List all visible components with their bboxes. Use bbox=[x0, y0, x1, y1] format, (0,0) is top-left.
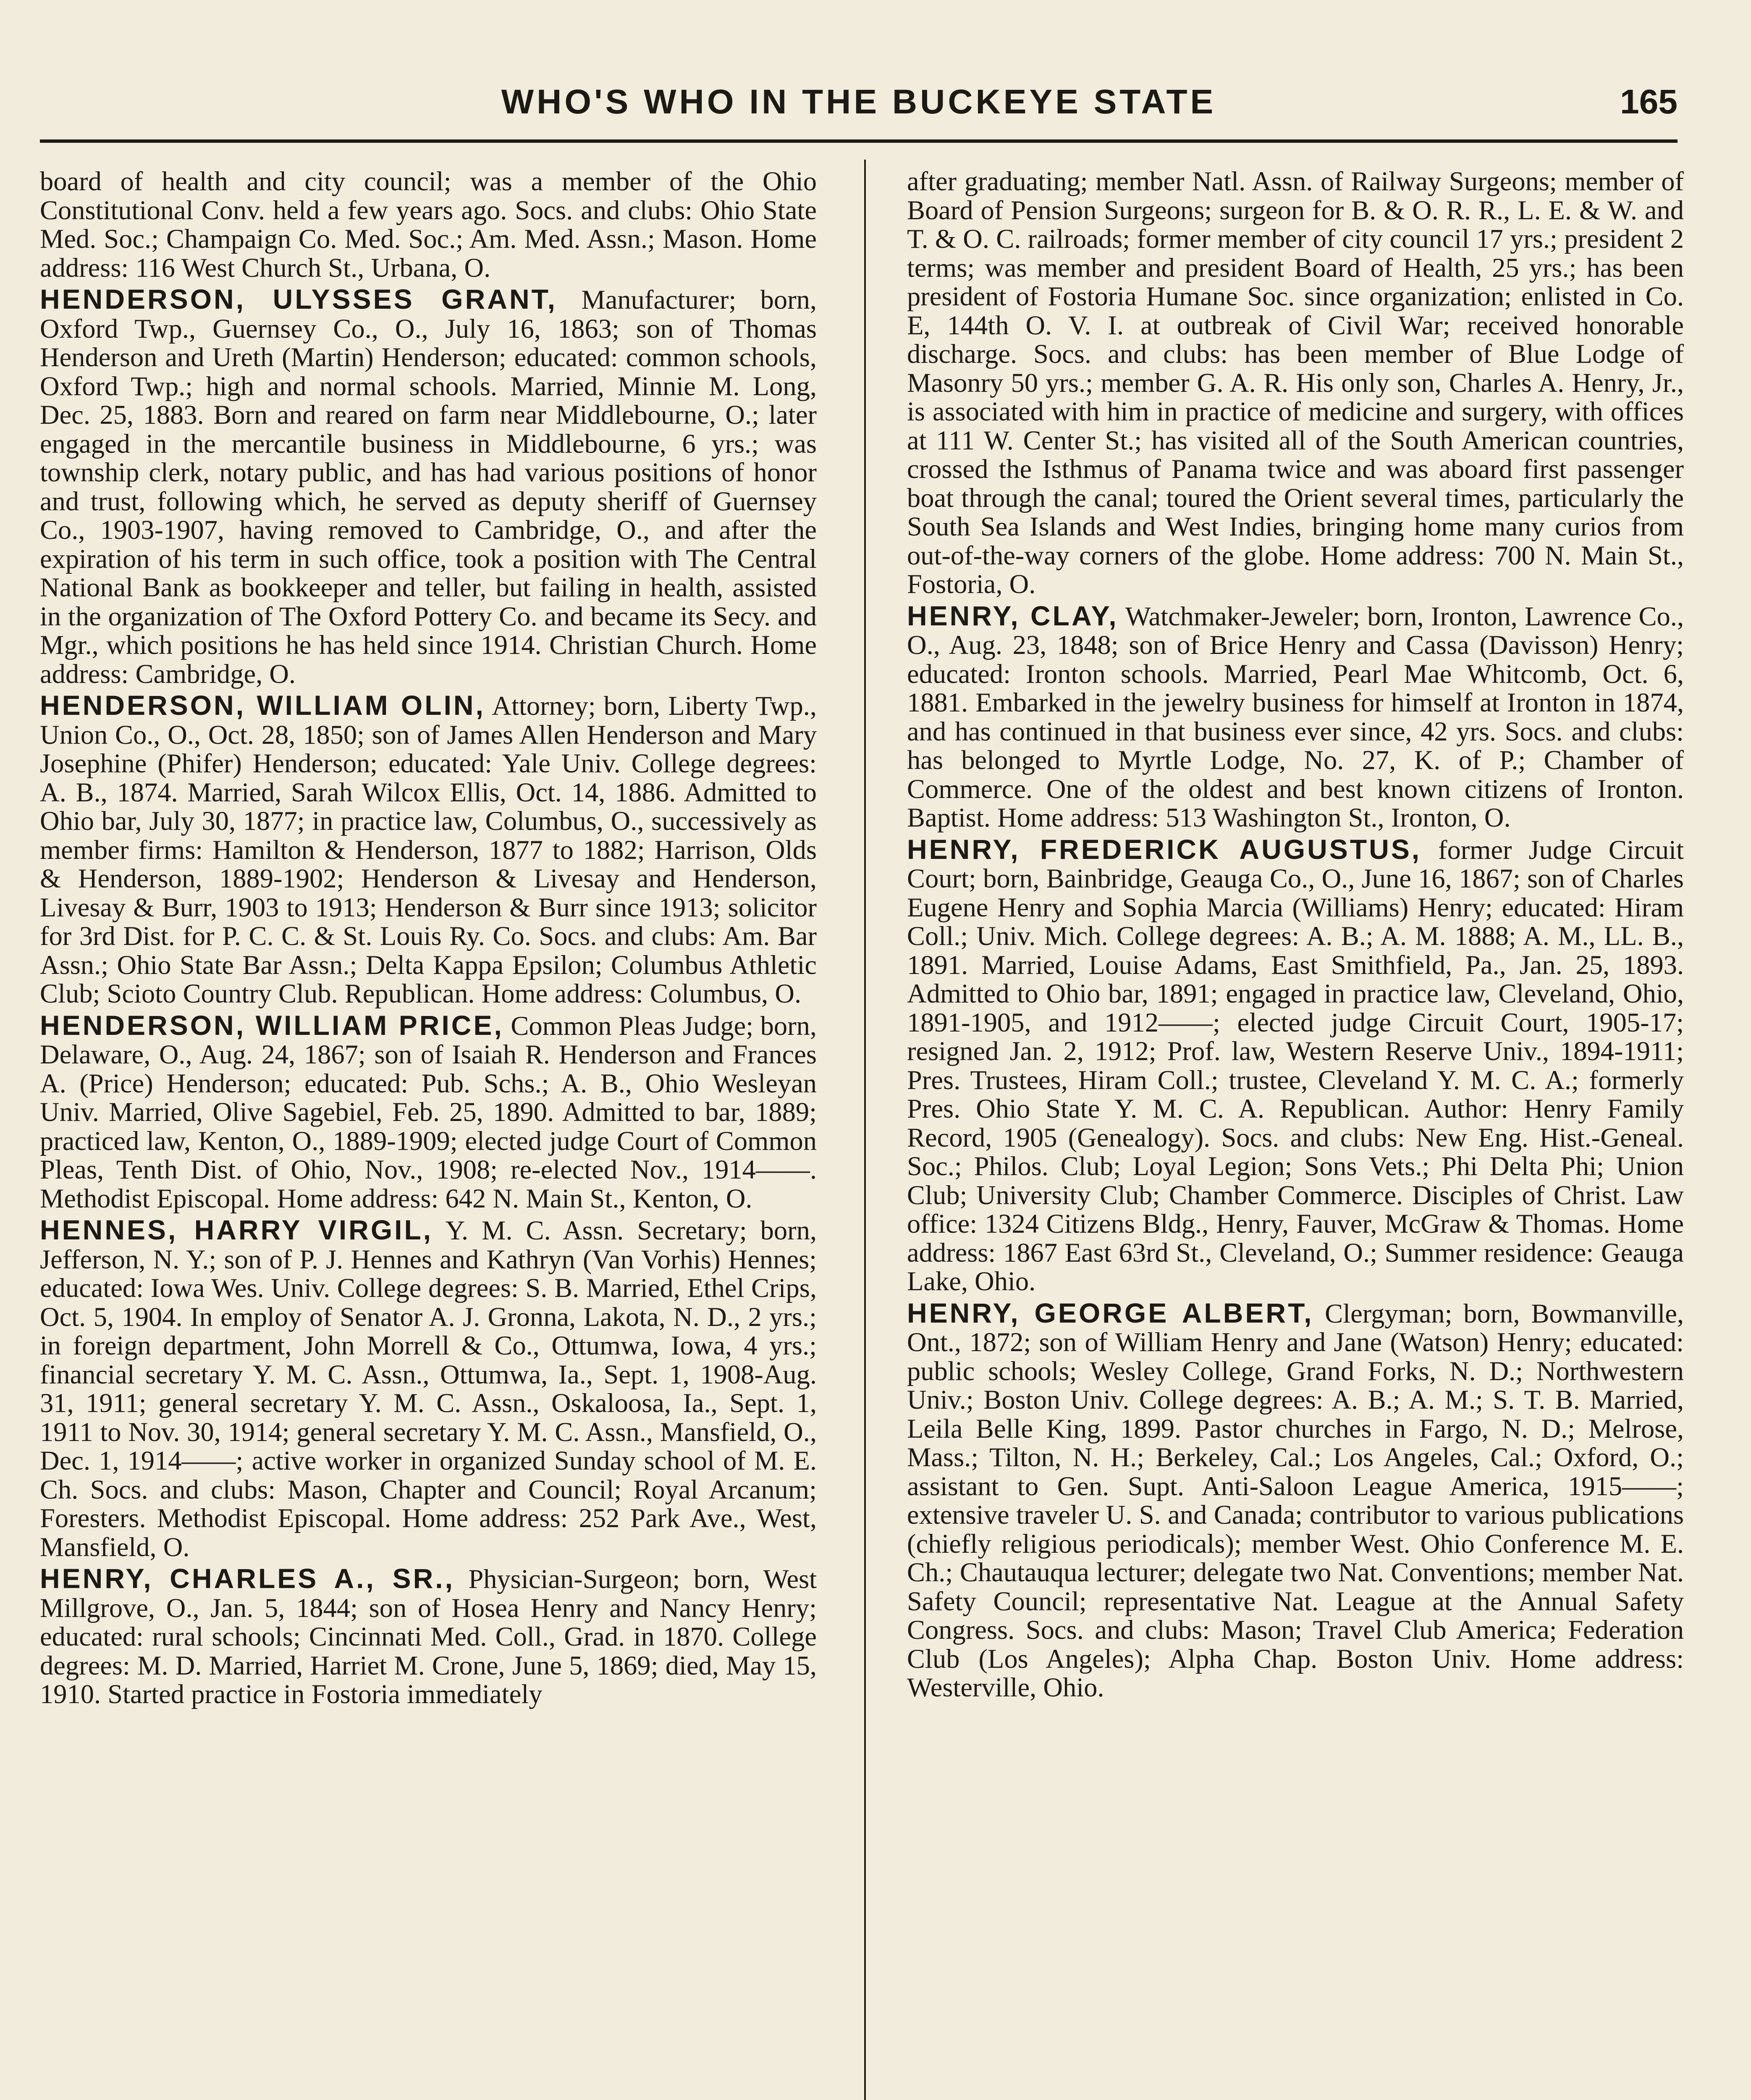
biography-entry bbox=[40, 1011, 817, 1213]
page-header bbox=[40, 82, 1678, 129]
entry-text: Manufacturer; born, Oxford Twp., Guernsey Co., O., July 16, 1863; son of Thomas Henderson and Ureth (Martin) Henderson; educated: common schools, Oxford Twp.; high and normal schools. Married, Minnie M. Long, Dec. 25, 1883. Born and reared on farm near Middlebourne, O.; later engaged in the mercantile business in Middlebourne, 6 yrs.; was township clerk, notary public, and has had various positions of honor and trust, following which, he served as deputy sheriff of Guernsey Co., 1903-1907, having removed to Cambridge, O., and after the expiration of his term in such office, took a position with The Central National Bank as bookkeeper and teller, but failing in health, assisted in the organization of The Oxford Pottery Co. and became its Secy. and Mgr., which positions he has held since 1914. Christian Church. Home address: Cambridge, O. bbox=[40, 285, 817, 689]
entry-name: HENRY, CLAY, bbox=[907, 600, 1119, 631]
biography-entry bbox=[40, 167, 817, 282]
entry-text: Y. M. C. Assn. Secretary; born, Jefferson, N. Y.; son of P. J. Hennes and Kathryn (Van Vorhis) Hennes; educated: Iowa Wes. Univ. College degrees: S. B. Married, Ethel Crips, Oct. 5, 1904. In employ of Senator A. J. Gronna, Lakota, N. D., 2 yrs.; in foreign department, John Morrell & Co., Ottumwa, Iowa, 4 yrs.; financial secretary Y. M. C. Assn., Ottumwa, Ia., Sept. 1, 1908-Aug. 31, 1911; general secretary Y. M. C. Assn., Oskaloosa, Ia., Sept. 1, 1911 to Nov. 30, 1914; general secretary Y. M. C. Assn., Mansfield, O., Dec. 1, 1914——; active worker in organized Sunday school of M. E. Ch. Socs. and clubs: Mason, Chapter and Council; Royal Arcanum; Foresters. Methodist Episcopal. Home address: 252 Park Ave., West, Mansfield, O. bbox=[40, 1215, 817, 1562]
right-column bbox=[907, 167, 1684, 2100]
biography-entry bbox=[907, 601, 1684, 832]
biography-entry bbox=[40, 285, 817, 688]
entry-text: Watchmaker-Jeweler; born, Ironton, Lawrence Co., O., Aug. 23, 1848; son of Brice Henry and Cassa (Davisson) Henry; educated: Ironton schools. Married, Pearl Mae Whitcomb, Oct. 6, 1881. Embarked in the jewelry business for himself at Ironton in 1874, and has continued in that business ever since, 42 yrs. Socs. and clubs: has belonged to Myrtle Lodge, No. 27, K. of P.; Chamber of Commerce. One of the oldest and best known citizens of Ironton. Baptist. Home address: 513 Washington St., Ironton, O. bbox=[907, 601, 1684, 832]
entry-name: HENDERSON, ULYSSES GRANT, bbox=[40, 284, 557, 315]
entry-name: HENDERSON, WILLIAM OLIN, bbox=[40, 690, 485, 721]
biography-entry bbox=[907, 1299, 1684, 1702]
entry-text: former Judge Circuit Court; born, Bainbridge, Geauga Co., O., June 16, 1867; son of Charles Eugene Henry and Sophia Marcia (Williams) Henry; educated: Hiram Coll.; Univ. Mich. College degrees: A. B.; A. M. 1888; A. M., LL. B., 1891. Married, Louise Adams, East Smithfield, Pa., Jan. 25, 1893. Admitted to Ohio bar, 1891; engaged in practice law, Cleveland, Ohio, 1891-1905, and 1912——; elected judge Circuit Court, 1905-17; resigned Jan. 2, 1912; Prof. law, Western Reserve Univ., 1894-1911; Pres. Trustees, Hiram Coll.; trustee, Cleveland Y. M. C. A.; formerly Pres. Ohio State Y. M. C. A. Republican. Author: Henry Family Record, 1905 (Genealogy). Socs. and clubs: New Eng. Hist.-Geneal. Soc.; Philos. Club; Loyal Legion; Sons Vets.; Phi Delta Phi; Union Club; University Club; Chamber Commerce. Disciples of Christ. Law office: 1324 Citizens Bldg., Henry, Fauver, McGraw & Thomas. Home address: 1867 East 63rd St., Cleveland, O.; Summer residence: Geauga Lake, Ohio. bbox=[907, 835, 1684, 1296]
entry-name: HENRY, FREDERICK AUGUSTUS, bbox=[907, 833, 1422, 865]
entry-name: HENNES, HARRY VIRGIL, bbox=[40, 1214, 433, 1245]
entry-text: Attorney; born, Liberty Twp., Union Co., O., Oct. 28, 1850; son of James Allen Henderson and Mary Josephine (Phifer) Henderson; educated: Yale Univ. College degrees: A. B., 1874. Married, Sarah Wilcox Ellis, Oct. 14, 1886. Admitted to Ohio bar, July 30, 1877; in practice law, Columbus, O., successively as member firms: Hamilton & Henderson, 1877 to 1882; Harrison, Olds & Henderson, 1889-1902; Henderson & Livesay and Henderson, Livesay & Burr, 1903 to 1913; Henderson & Burr since 1913; solicitor for 3rd Dist. for P. C. C. & St. Louis Ry. Co. Socs. and clubs: Am. Bar Assn.; Ohio State Bar Assn.; Delta Kappa Epsilon; Columbus Athletic Club; Scioto Country Club. Republican. Home address: Columbus, O. bbox=[40, 691, 817, 1008]
entry-text: Physician-Surgeon; born, West Millgrove, O., Jan. 5, 1844; son of Hosea Henry and Nancy Henry; educated: rural schools; Cincinnati Med. Coll., Grad. in 1870. College degrees: M. D. Married, Harriet M. Crone, June 5, 1869; died, May 15, 1910. Started practice in Fostoria immediately bbox=[40, 1564, 817, 1709]
biography-entry bbox=[40, 691, 817, 1008]
left-column bbox=[40, 167, 817, 2100]
entry-name: HENDERSON, WILLIAM PRICE, bbox=[40, 1009, 504, 1041]
entry-text: Clergyman; born, Bowmanville, Ont., 1872; son of William Henry and Jane (Watson) Henry; educated: public schools; Wesley College, Grand Forks, N. D.; Northwestern Univ.; Boston Univ. College degrees: A. B.; A. M.; S. T. B. Married, Leila Belle King, 1899. Pastor churches in Fargo, N. D.; Melrose, Mass.; Tilton, N. H.; Berkeley, Cal.; Los Angeles, Cal.; Oxford, O.; assistant to Gen. Supt. Anti-Saloon League America, 1915——; extensive traveler U. S. and Canada; contributor to various publications (chiefly religious periodicals); member West. Ohio Conference M. E. Ch.; Chautauqua lecturer; delegate two Nat. Conventions; member Nat. Safety Council; representative Nat. League at the Annual Safety Congress. Socs. and clubs: Mason; Travel Club America; Federation Club (Los Angeles); Alpha Chap. Boston Univ. Home address: Westerville, Ohio. bbox=[907, 1298, 1684, 1702]
entry-text: Common Pleas Judge; born, Delaware, O., Aug. 24, 1867; son of Isaiah R. Henderson and Frances A. (Price) Henderson; educated: Pub. Schs.; A. B., Ohio Wesleyan Univ. Married, Olive Sagebiel, Feb. 25, 1890. Admitted to bar, 1889; practiced law, Kenton, O., 1889-1909; elected judge Court of Common Pleas, Tenth Dist. of Ohio, Nov., 1908; re-elected Nov., 1914——. Methodist Episcopal. Home address: 642 N. Main St., Kenton, O. bbox=[40, 1011, 817, 1213]
biography-entry bbox=[40, 1215, 817, 1562]
biography-entry bbox=[907, 835, 1684, 1296]
header-rule bbox=[40, 139, 1678, 143]
entry-text: board of health and city council; was a member of the Ohio Constitutional Conv. held a few years ago. Socs. and clubs: Ohio State Med. Soc.; Champaign Co. Med. Soc.; Am. Med. Assn.; Mason. Home address: 116 West Church St., Urbana, O. bbox=[40, 167, 817, 283]
column-divider bbox=[864, 160, 866, 2100]
running-title: WHO'S WHO IN THE BUCKEYE STATE bbox=[501, 83, 1216, 121]
page-number: 165 bbox=[1620, 83, 1678, 121]
entry-text: after graduating; member Natl. Assn. of Railway Surgeons; member of Board of Pension Surgeons; surgeon for B. & O. R. R., L. E. & W. and T. & O. C. railroads; former member of city council 17 yrs.; president 2 terms; was member and president Board of Health, 25 yrs.; has been president of Fostoria Humane Soc. since organization; enlisted in Co. E, 144th O. V. I. at outbreak of Civil War; received honorable discharge. Socs. and clubs: has been member of Blue Lodge of Masonry 50 yrs.; member G. A. R. His only son, Charles A. Henry, Jr., is associated with him in practice of medicine and surgery, with offices at 111 W. Center St.; has visited all of the South American countries, crossed the Isthmus of Panama twice and was aboard first passenger boat through the canal; toured the Orient several times, particularly the South Sea Islands and West Indies, bringing home many curios from out-of-the-way corners of the globe. Home address: 700 N. Main St., Fostoria, O. bbox=[907, 167, 1684, 599]
biography-entry bbox=[907, 167, 1684, 599]
entry-name: HENRY, GEORGE ALBERT, bbox=[907, 1297, 1314, 1328]
biography-entry bbox=[40, 1564, 817, 1709]
entry-name: HENRY, CHARLES A., SR., bbox=[40, 1563, 455, 1594]
